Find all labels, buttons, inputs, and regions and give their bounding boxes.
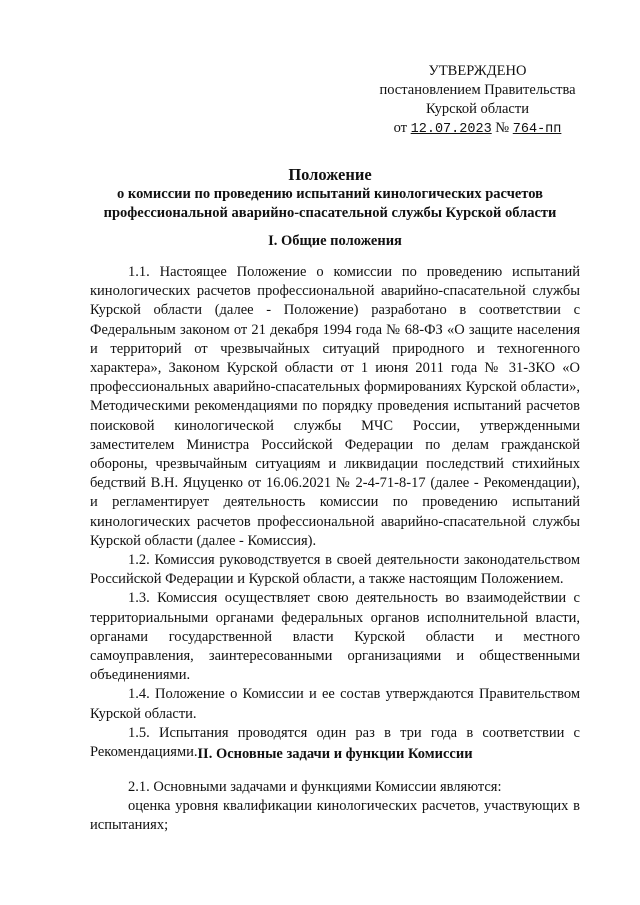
document-subtitle-line1: о комиссии по проведению испытаний кинологических расчетов bbox=[117, 186, 543, 202]
section-heading-1: I. Общие положения bbox=[268, 233, 402, 249]
approval-number: 764-пп bbox=[512, 122, 562, 137]
document-title: Положение bbox=[288, 165, 372, 184]
paragraph-1-4: 1.4. Положение о Комиссии и ее состав утверждаются Правительством Курской области. bbox=[90, 686, 580, 722]
date-prefix: от bbox=[393, 120, 408, 136]
paragraph-1-3: 1.3. Комиссия осуществляет свою деятельность во взаимодействии с территориальными органами федеральных органов исполнительной власти, органами государственной власти Курской области и местного самоуправления, заинтересованными организациями и общественными объединениями. bbox=[90, 590, 580, 684]
paragraph-2-1-item: оценка уровня квалификации кинологических расчетов, участвующих в испытаниях; bbox=[90, 798, 580, 834]
document-subtitle-line2: профессиональной аварийно-спасательной службы Курской области bbox=[103, 205, 557, 221]
approval-issuer-line2: Курской области bbox=[426, 101, 529, 117]
approval-date-line bbox=[370, 119, 585, 139]
paragraph-1-1: 1.1. Настоящее Положение о комиссии по проведению испытаний кинологических расчетов профессиональной аварийно-спасательной службы Курской области (далее - Положение) разработано в соответствии с Федеральным законом от 21 декабря 1994 года № 68-ФЗ «О защите населения и территорий от чрезвычайных ситуаций природного и техногенного характера», Законом Курской области от 1 июня 2011 года № 31-ЗКО «О профессиональных аварийно-спасательных формированиях Курской области», Методическими рекомендациями по порядку проведения испытаний расчетов поисковой кинологической службы МЧС России, утвержденными заместителем Министра Российской Федерации по делам гражданской обороны, чрезвычайным ситуациям и ликвидации последствий стихийных бедствий В.Н. Яцуценко от 16.06.2021 № 2-4-71-8-17 (далее - Рекомендации), и регламентирует деятельность комиссии по проведению испытаний кинологических расчетов профессиональной аварийно-спасательной службы Курской области (далее - Комиссия). bbox=[90, 264, 580, 549]
paragraph-1-2: 1.2. Комиссия руководствуется в своей деятельности законодательством Российской Федерации и Курской области, а также настоящим Положением. bbox=[90, 552, 580, 588]
section-1-body bbox=[90, 263, 580, 762]
section-heading-2: II. Основные задачи и функции Комиссии bbox=[197, 746, 473, 762]
number-prefix: № bbox=[495, 120, 510, 136]
approval-stamp bbox=[370, 62, 585, 139]
approval-date: 12.07.2023 bbox=[410, 122, 492, 137]
paragraph-1-5: 1.5. Испытания проводятся один раз в три года в соответствии с Рекомендациями. bbox=[90, 724, 580, 761]
document-title-block bbox=[80, 164, 580, 223]
approval-status: УТВЕРЖДЕНО bbox=[428, 63, 527, 79]
paragraph-2-1: 2.1. Основными задачами и функциями Комиссии являются: bbox=[128, 779, 502, 795]
approval-issuer-line1: постановлением Правительства bbox=[379, 82, 576, 98]
section-2-body bbox=[90, 778, 580, 836]
